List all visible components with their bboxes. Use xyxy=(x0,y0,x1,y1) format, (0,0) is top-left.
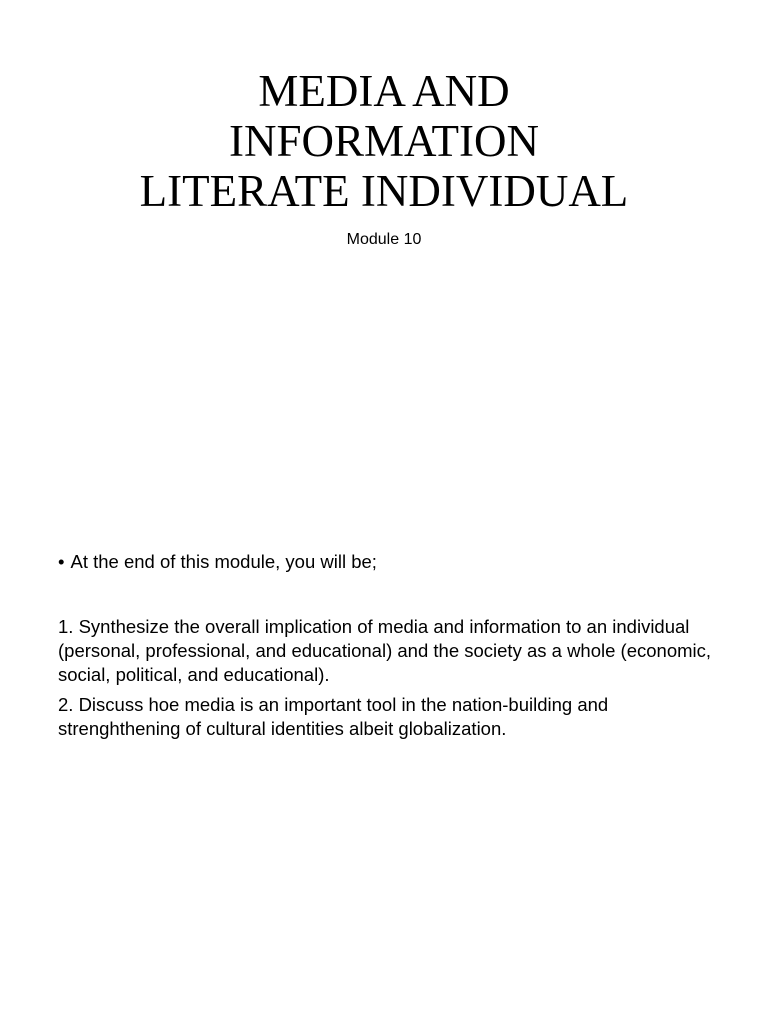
slide-title-line-2: INFORMATION xyxy=(228,116,539,166)
bullet-text: At the end of this module, you will be; xyxy=(70,551,377,572)
objectives-list xyxy=(58,615,718,747)
slide-title-line-3: LITERATE INDIVIDUAL xyxy=(139,166,629,216)
objective-item-2: 2. Discuss hoe media is an important tool in the nation-building and strenghthening of cultural identities albeit globalization. xyxy=(58,694,609,739)
objective-item-1: 1. Synthesize the overall implication of media and information to an individual (personal, professional, and educational) and the society as a whole (economic, social, political, and educational). xyxy=(58,616,712,685)
content-slide xyxy=(0,512,768,1024)
bullet-item xyxy=(58,550,718,574)
slide-title xyxy=(0,66,768,216)
slide-title-line-1: MEDIA AND xyxy=(258,66,510,116)
bullet-dot-icon: • xyxy=(58,551,65,572)
slide-subtitle: Module 10 xyxy=(346,231,422,248)
